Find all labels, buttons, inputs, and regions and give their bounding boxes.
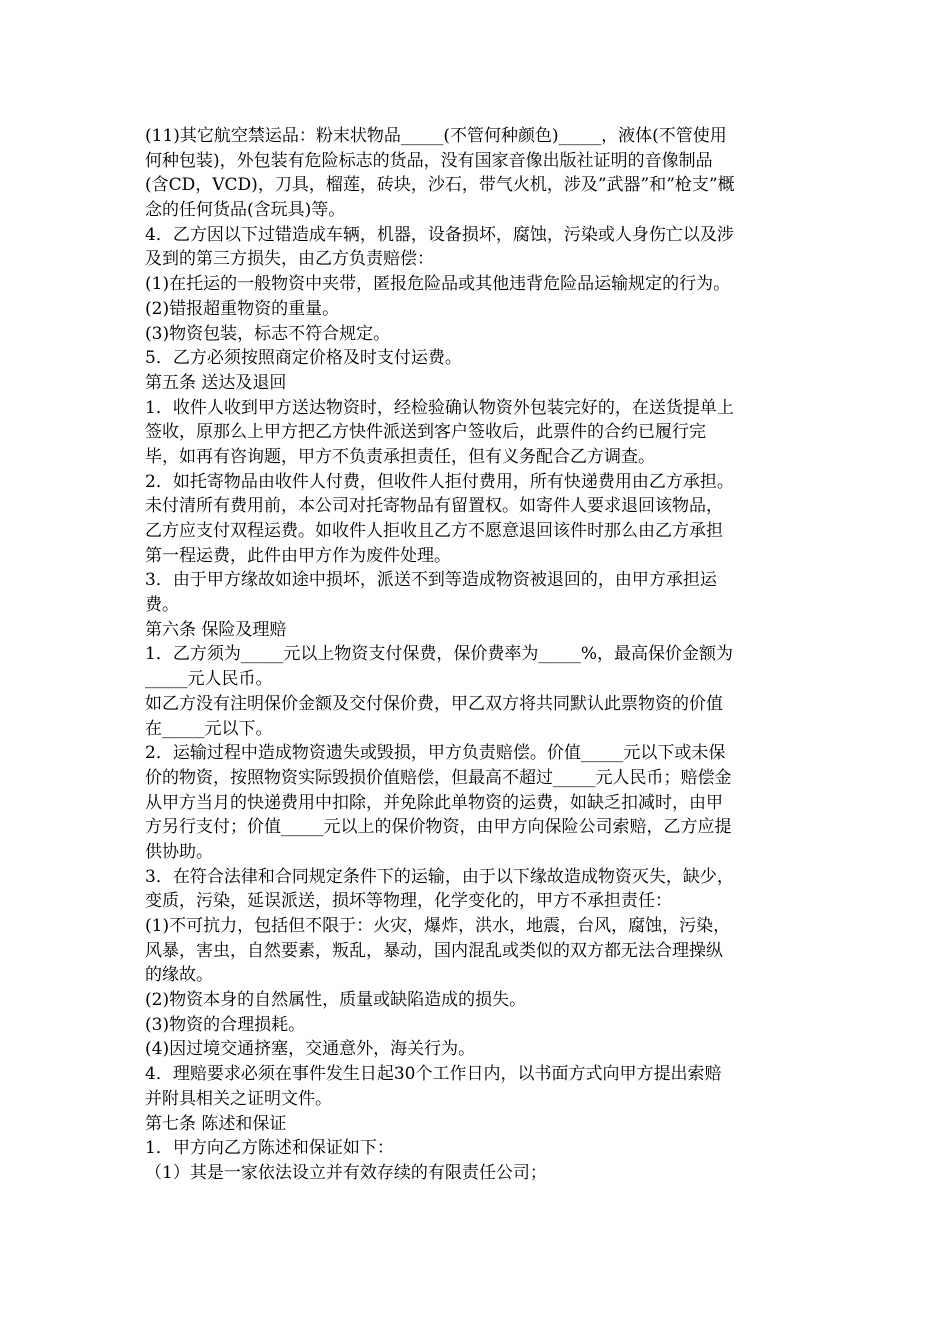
text-line: 风暴，害虫，自然要素，叛乱，暴动，国内混乱或类似的双方都无法合理操纵 [145, 940, 723, 961]
text-line: 变质，污染，延误派送，损坏等物理，化学变化的，甲方不承担责任： [145, 891, 672, 912]
text-line: 的缘故。 [145, 965, 213, 986]
text-line: 3．由于甲方缘故如途中损坏，派送不到等造成物资被退回的，由甲方承担运 [145, 570, 717, 591]
text-line: (11)其它航空禁运品：粉末状物品_____(不管何种颜色)_____，液体(不管使用 [145, 126, 727, 146]
text-line: (4)因过境交通挤塞，交通意外，海关行为。 [145, 1039, 476, 1060]
text-line: (1)不可抗力，包括但不限于：火灾，爆炸，洪水，地震，台风，腐蚀，污染， [145, 916, 731, 936]
text-line: （1）其是一家依法设立并有效存续的有限责任公司； [145, 1162, 547, 1183]
text-line: 1．甲方向乙方陈述和保证如下： [145, 1138, 394, 1159]
text-line: 方另行支付；价值_____元以上的保价物资，由甲方向保险公司索赔，乙方应提 [145, 817, 732, 838]
text-line: 价的物资，按照物资实际毁损价值赔偿，但最高不超过_____元人民币；赔偿金 [145, 767, 732, 788]
text-line: 1．乙方须为_____元以上物资支付保费，保价费率为_____%，最高保价金额为 [145, 644, 733, 665]
text-line: (3)物资包装，标志不符合规定。 [145, 323, 391, 344]
text-line: (含CD，VCD)，刀具，榴莲，砖块，沙石，带气火机，涉及”武器”和”枪支”概 [145, 175, 735, 196]
text-line: 2．运输过程中造成物资遗失或毁损，甲方负责赔偿。价值_____元以下或未保 [145, 743, 726, 764]
text-line: _____元人民币。 [145, 669, 273, 690]
text-line: 念的任何货品(含玩具)等。 [145, 200, 346, 221]
text-line: 签收，原那么上甲方把乙方快件派送到客户签收后，此票件的合约已履行完 [145, 422, 706, 443]
text-line: 何种包装)，外包装有危险标志的货品，没有国家音像出版社证明的音像制品 [145, 150, 713, 171]
text-line: 未付清所有费用前，本公司对托寄物品有留置权。如寄件人要求退回该物品， [145, 496, 723, 517]
text-line: 费。 [145, 595, 179, 616]
text-line: 毕，如再有咨询题，甲方不负责承担责任，但有义务配合乙方调查。 [145, 446, 655, 467]
document-page [145, 124, 815, 1186]
text-line: (1)在托运的一般物资中夹带，匿报危险品或其他违背危险品运输规定的行为。 [145, 274, 731, 295]
text-line: 第七条 陈述和保证 [145, 1113, 287, 1134]
text-line: 从甲方当月的快递费用中扣除，并免除此单物资的运费，如缺乏扣减时，由甲 [145, 792, 723, 813]
text-line: 第五条 送达及退回 [145, 372, 287, 393]
text-line: (2)错报超重物资的重量。 [145, 298, 340, 319]
text-line: 3．在符合法律和合同规定条件下的运输，由于以下缘故造成物资灭失，缺少， [145, 866, 734, 887]
text-line: 2．如托寄物品由收件人付费，但收件人拒付费用，所有快递费用由乙方承担。 [145, 471, 734, 492]
text-line: 4．乙方因以下过错造成车辆，机器，设备损坏，腐蚀，污染或人身伤亡以及涉 [145, 224, 734, 245]
text-line: 乙方应支付双程运费。如收件人拒收且乙方不愿意退回该件时那么由乙方承担 [145, 521, 723, 541]
text-line: 在_____元以下。 [145, 718, 273, 739]
text-line: 及到的第三方损失，由乙方负责赔偿： [145, 249, 434, 270]
text-line: 第六条 保险及理赔 [145, 619, 287, 640]
text-line: 供协助。 [145, 841, 213, 862]
text-line: 并附具相关之证明文件。 [145, 1088, 332, 1109]
text-line: 4．理赔要求必须在事件发生日起30个工作日内，以书面方式向甲方提出索赔 [145, 1064, 722, 1085]
text-line: (3)物资的合理损耗。 [145, 1014, 306, 1035]
text-line: (2)物资本身的自然属性，质量或缺陷造成的损失。 [145, 990, 527, 1011]
text-line: 5．乙方必须按照商定价格及时支付运费。 [145, 348, 462, 369]
text-line: 1．收件人收到甲方送达物资时，经检验确认物资外包装完好的，在送货提单上 [145, 397, 734, 418]
text-line: 第一程运费，此件由甲方作为废件处理。 [145, 545, 451, 566]
text-line: 如乙方没有注明保价金额及交付保价费，甲乙双方将共同默认此票物资的价值 [145, 693, 723, 714]
